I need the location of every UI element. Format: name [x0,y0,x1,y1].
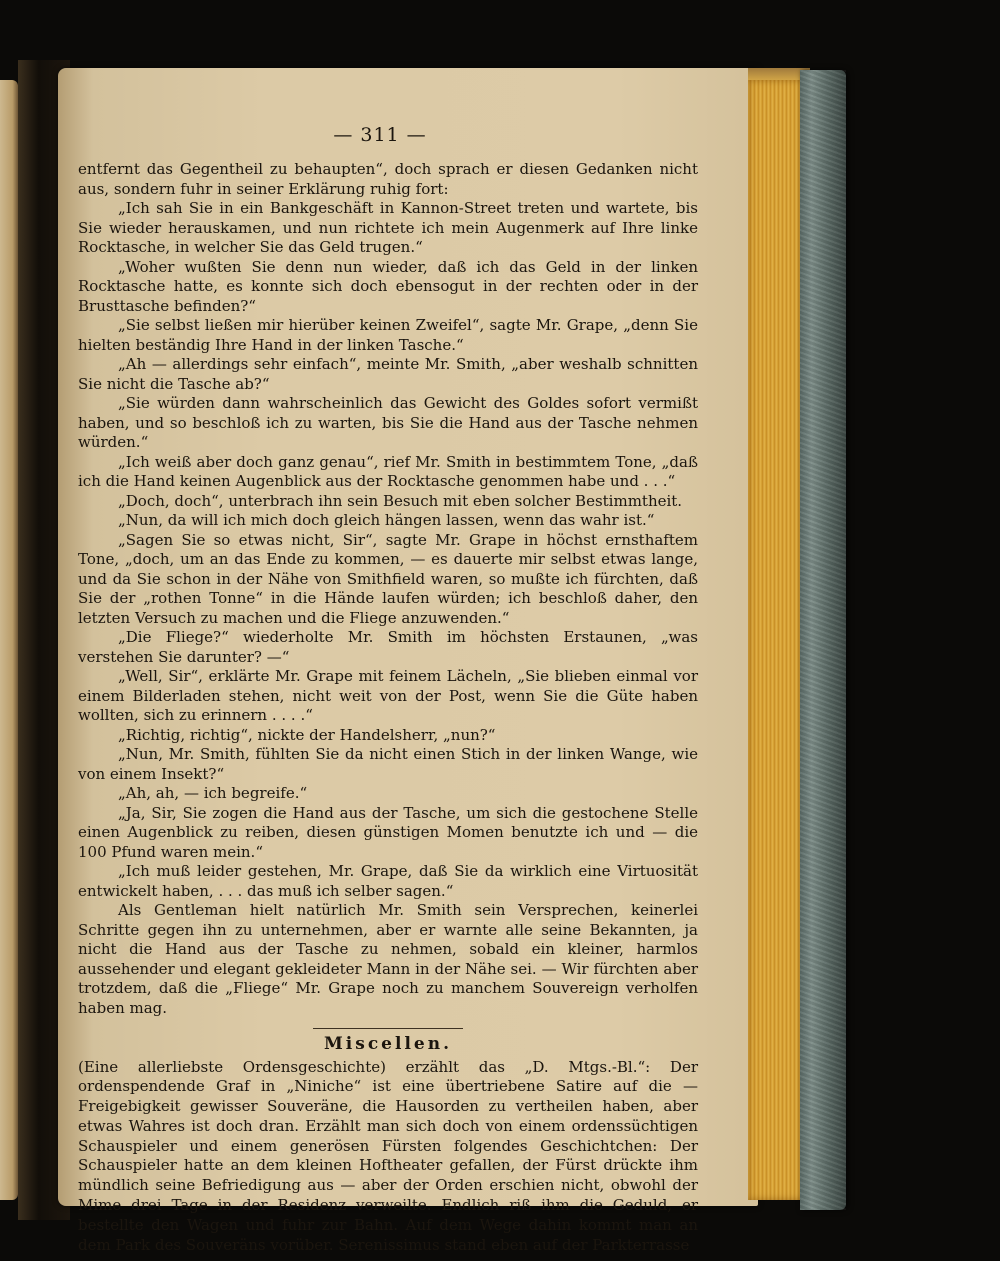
paragraph: „Woher wußten Sie denn nun wieder, daß ich das Geld in der linken Rocktasche hatte, es konnte sich doch ebensogut in der rechten oder in der Brusttasche befinden?“ [78,257,698,315]
paragraph: „Doch, doch“, unterbrach ihn sein Besuch mit eben solcher Bestimmtheit. [118,491,683,510]
section-title: Miscellen. [323,1034,453,1054]
paragraph: „Die Fliege?“ wiederholte Mr. Smith im höchsten Erstaunen, „was verstehen Sie darunter? —“ [78,628,698,666]
left-page-edge [0,80,18,1200]
paragraph: „Sie selbst ließen mir hierüber keinen Zweifel“, sagte Mr. Grape, „denn Sie hielten beständig Ihre Hand in der linken Tasche.“ [78,316,698,354]
paragraph: „Ich muß leider gestehen, Mr. Grape, daß Sie da wirklich eine Virtuosität entwickelt haben, . . . das muß ich selber sagen.“ [78,862,698,900]
paragraph: „Sagen Sie so etwas nicht, Sir“, sagte Mr. Grape in höchst ernsthaftem Tone, „doch, um an das Ende zu kommen, — es dauerte mir selbst etwas lange, und da Sie schon in der Nähe von Smithfield waren, so mußte ich fürchten, daß Sie der „rothen Tonne“ in die Hände laufen würden; ich beschloß daher, den letzten Versuch zu machen und die Fliege anzuwenden.“ [78,530,698,627]
paragraph: „Nun, Mr. Smith, fühlten Sie da nicht einen Stich in der linken Wange, wie von einem Insekt?“ [78,745,698,783]
paragraph-list [78,160,698,1018]
paragraph: „Nun, da will ich mich doch gleich hängen lassen, wenn das wahr ist.“ [118,511,655,529]
page-number: — 311 — [333,124,427,146]
paragraph: „Ich weiß aber doch ganz genau“, rief Mr. Smith in bestimmtem Tone, „daß ich die Hand keinen Augenblick aus der Rocktasche genommen habe und . . .“ [78,452,698,490]
book-cover [800,70,846,1210]
gilt-page-edges [748,80,808,1200]
paragraph: „Ah — allerdings sehr einfach“, meinte Mr. Smith, „aber weshalb schnitten Sie nicht die Tasche ab?“ [78,355,698,393]
paragraph: „Well, Sir“, erklärte Mr. Grape mit feinem Lächeln, „Sie blieben einmal vor einem Bilderladen stehen, nicht weit von der Post, wenn Sie die Güte haben wollten, sich zu erinnern . . . .“ [78,667,698,724]
paragraph: Als Gentleman hielt natürlich Mr. Smith sein Versprechen, keinerlei Schritte gegen ihn zu unternehmen, aber er warnte alle seine Bekannten, ja nicht die Hand aus der Tasche zu nehmen, sobald ein kleiner, harmlos aussehender und elegant gekleideter Mann in der Nähe sei. — Wir fürchten aber trotzdem, daß die „Fliege“ Mr. Grape noch zu manchem Souvereign verholfen haben mag. [78,901,698,1017]
paragraph: „Ah, ah, — ich begreife.“ [118,784,308,802]
section-divider [313,1028,463,1029]
paragraph: entfernt das Gegentheil zu behaupten“, doch sprach er diesen Gedanken nicht aus, sondern fuhr in seiner Erklärung ruhig fort: [78,160,698,198]
paragraph: „Sie würden dann wahrscheinlich das Gewicht des Goldes sofort vermißt haben, und so beschloß ich zu warten, bis Sie die Hand aus der Tasche nehmen würden.“ [78,394,698,451]
section-paragraph: (Eine allerliebste Ordensgeschichte) erzählt das „D. Mtgs.-Bl.“: Der ordenspendende Graf in „Niniche“ ist eine übertriebene Satire auf die — Freigebigkeit gewisser Souveräne, die Hausorden zu vertheilen haben, aber etwas Wahres ist doch dran. Erzählt man sich doch von einem ordenssüchtigen Schauspieler und einem generösen Fürsten folgendes Geschichtchen: Der Schauspieler hatte an dem kleinen Hoftheater gefallen, der Fürst drückte ihm mündlich seine Befriedigung aus — aber der Orden erschien nicht, obwohl der Mime drei Tage in der Residenz verweilte. Endlich riß ihm die Geduld, er bestellte den Wagen und fuhr zur Bahn. Auf dem Wege dahin kommt man an dem Park des Souveräns vorüber. Serenissimus stand eben auf der Parkterrasse [78,1057,698,1254]
paragraph: „Richtig, richtig“, nickte der Handelsherr, „nun?“ [118,725,496,744]
paragraph: „Ich sah Sie in ein Bankgeschäft in Kannon-Street treten und wartete, bis Sie wieder herauskamen, und nun richtete ich mein Augenmerk auf Ihre linke Rocktasche, in welcher Sie das Geld trugen.“ [78,199,698,256]
paragraph: „Ja, Sir, Sie zogen die Hand aus der Tasche, um sich die gestochene Stelle einen Augenblick zu reiben, diesen günstigen Momen benutzte ich und — die 100 Pfund waren mein.“ [78,803,698,861]
body-text [78,160,698,1255]
